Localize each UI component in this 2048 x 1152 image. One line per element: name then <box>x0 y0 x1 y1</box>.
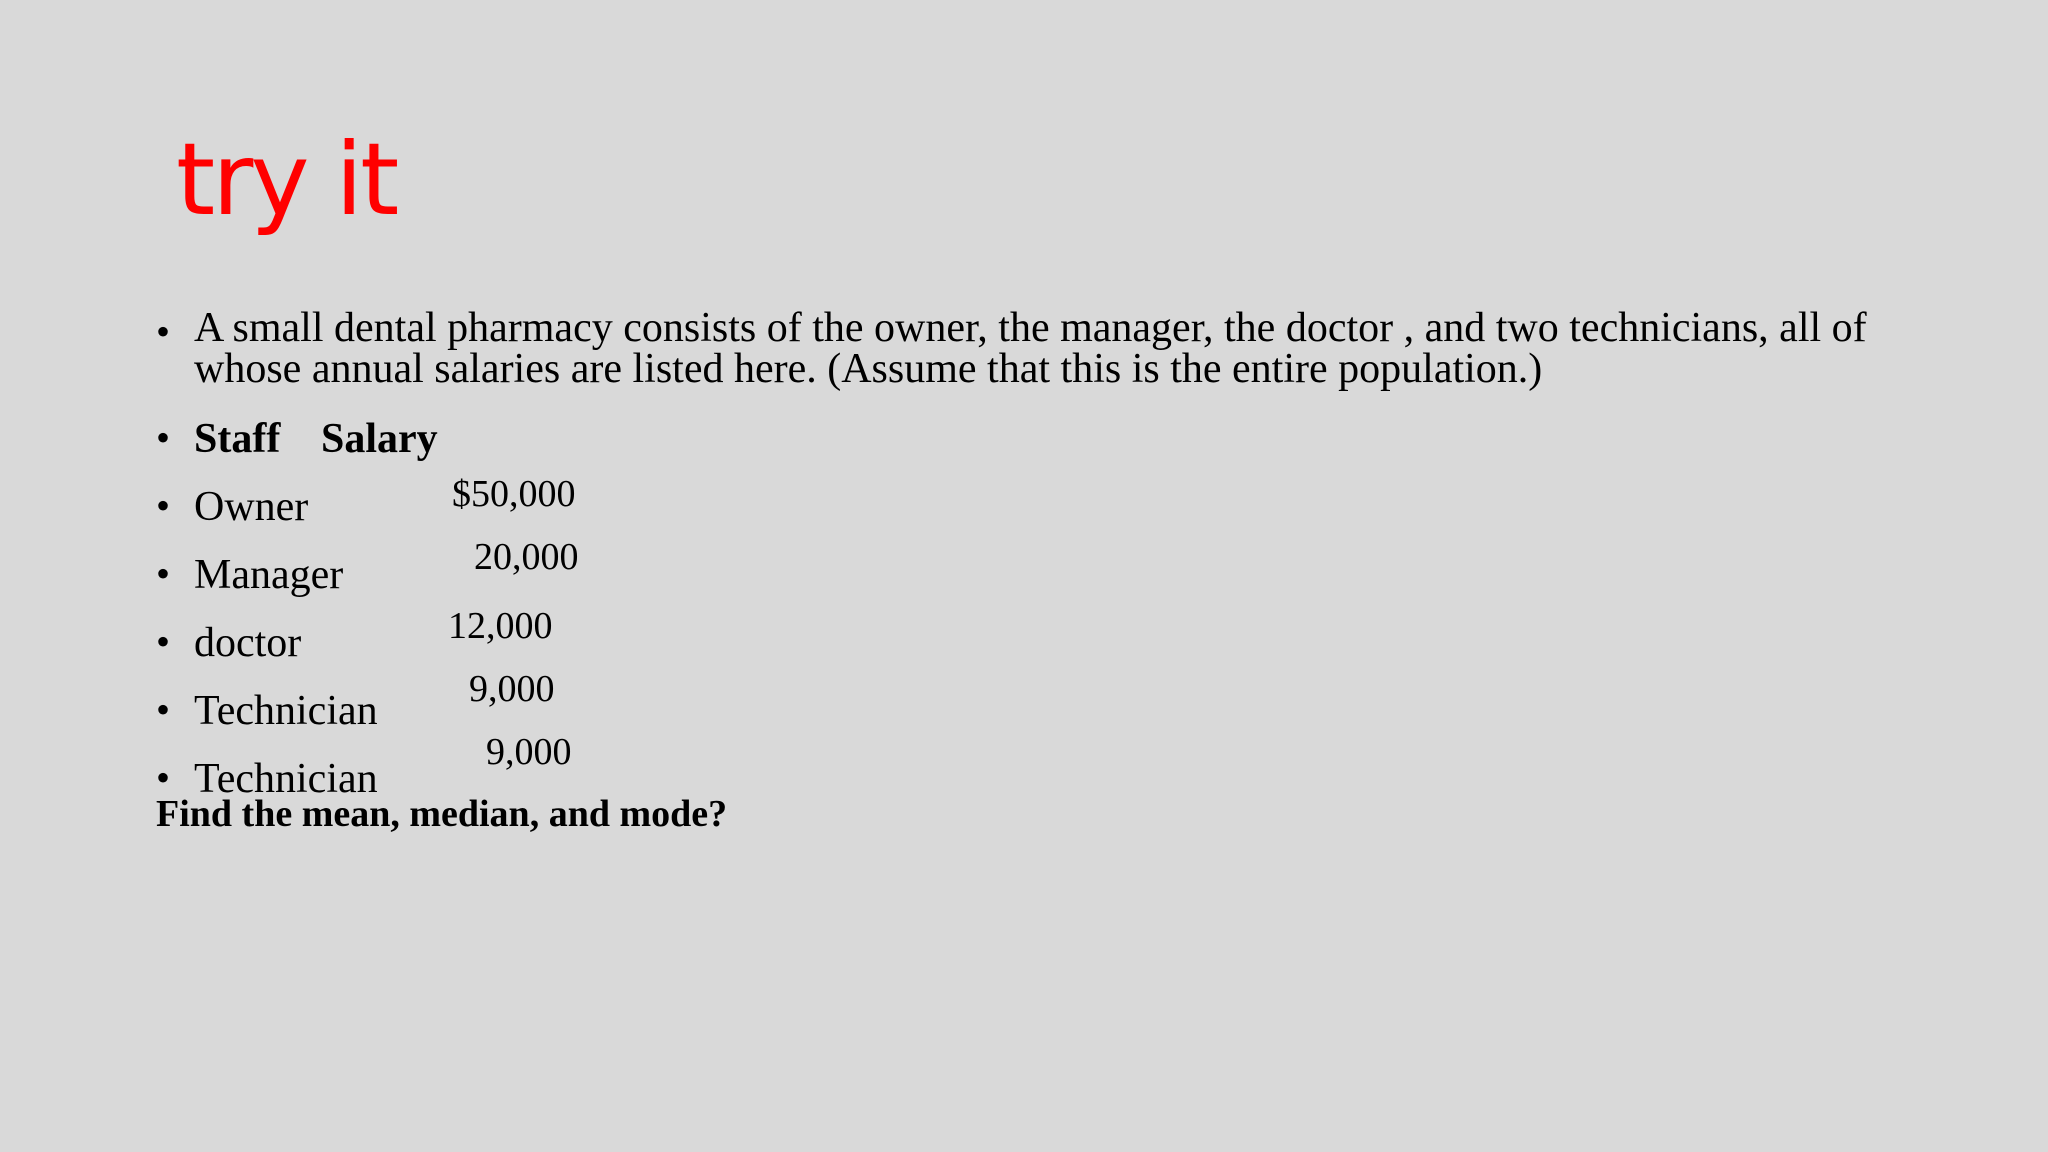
salary-doctor: 12,000 <box>448 605 553 647</box>
bullet-icon: • <box>156 551 171 596</box>
staff-name-owner: Owner <box>194 484 309 530</box>
slide-title: try it <box>176 121 397 238</box>
salary-technician-1: 9,000 <box>469 668 555 710</box>
bullet-icon: • <box>156 619 171 664</box>
bullet-icon: • <box>156 755 171 800</box>
question-text: Find the mean, median, and mode? <box>156 793 728 835</box>
staff-name-manager: Manager <box>194 552 344 598</box>
staff-name-doctor: doctor <box>194 620 302 666</box>
bullet-icon: • <box>156 483 171 528</box>
bullet-icon: • <box>156 309 171 354</box>
staff-name-technician-2: Technician <box>194 756 378 802</box>
table-header-staff: Staff <box>194 416 281 462</box>
bullet-icon: • <box>156 415 171 460</box>
bullet-icon: • <box>156 687 171 732</box>
table-header-salary: Salary <box>321 416 438 462</box>
salary-technician-2: 9,000 <box>486 731 572 773</box>
intro-paragraph: A small dental pharmacy consists of the owner, the manager, the doctor , and two technicians, all of whose annual salaries are listed here. (Assume that this is the entire population.) <box>194 305 1867 392</box>
salary-manager: 20,000 <box>474 536 579 578</box>
salary-owner: $50,000 <box>452 473 576 515</box>
staff-name-technician-1: Technician <box>194 688 378 734</box>
